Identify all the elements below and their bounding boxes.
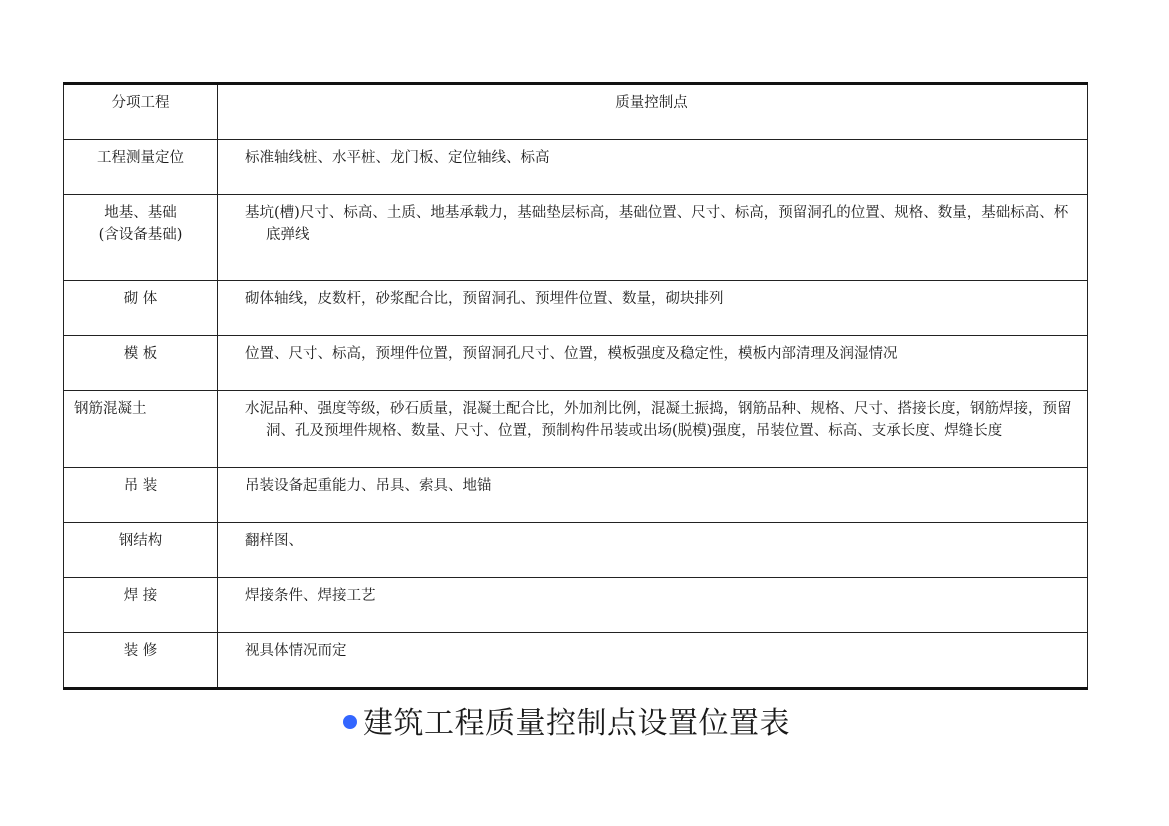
table-row (64, 336, 1088, 391)
table-row (64, 281, 1088, 336)
table-row (64, 523, 1088, 578)
row-item-cell: 工程测量定位 (64, 140, 218, 195)
bullet-icon (343, 715, 357, 729)
row-points-cell (218, 523, 1088, 578)
table-row (64, 468, 1088, 523)
row-points-cell (218, 336, 1088, 391)
row-points-cell (218, 468, 1088, 523)
table-row (64, 140, 1088, 195)
row-points-cell (218, 633, 1088, 689)
quality-control-table (63, 82, 1088, 690)
row-item-cell: 模 板 (64, 336, 218, 391)
row-points-text: 砌体轴线，皮数杆，砂浆配合比，预留洞孔、预埋件位置、数量，砌块排列 (245, 291, 724, 307)
header-points-cell: 质量控制点 (218, 84, 1088, 140)
row-item-cell: 焊 接 (64, 578, 218, 633)
row-item-cell: 吊 装 (64, 468, 218, 523)
row-points-text: 焊接条件、焊接工艺 (245, 588, 376, 604)
row-points-cell (218, 195, 1088, 281)
header-item-cell: 分项工程 (64, 84, 218, 140)
row-item-cell: 钢结构 (64, 523, 218, 578)
row-points-cell (218, 391, 1088, 468)
row-item-cell: 钢筋混凝土 (64, 391, 218, 468)
table-header-row (64, 84, 1088, 140)
caption-title: 建筑工程质量控制点设置位置表 (363, 706, 790, 741)
row-points-text: 水泥品种、强度等级，砂石质量，混凝土配合比，外加剂比例，混凝土振捣，钢筋品种、规格、尺寸、搭接长度，钢筋焊接，预留洞、孔及预埋件规格、数量、尺寸、位置，预制构件吊装或出场(脱模)强度，吊装位置、标高、支承长度、焊缝长度 (245, 401, 1072, 439)
table-row (64, 578, 1088, 633)
row-points-text: 标准轴线桩、水平桩、龙门板、定位轴线、标高 (245, 150, 550, 166)
row-item-cell: 砌 体 (64, 281, 218, 336)
row-points-cell (218, 281, 1088, 336)
row-points-cell (218, 578, 1088, 633)
document-caption (343, 700, 790, 740)
row-points-cell (218, 140, 1088, 195)
row-item-cell: 地基、基础 (含设备基础) (64, 195, 218, 281)
row-points-text: 翻样图、 (245, 533, 303, 549)
table-row (64, 391, 1088, 468)
row-item-cell: 装 修 (64, 633, 218, 689)
row-points-text: 基坑(槽)尺寸、标高、土质、地基承载力，基础垫层标高，基础位置、尺寸、标高，预留洞孔的位置、规格、数量，基础标高、杯底弹线 (245, 205, 1069, 243)
row-points-text: 位置、尺寸、标高，预埋件位置，预留洞孔尺寸、位置，模板强度及稳定性，模板内部清理及润湿情况 (245, 346, 898, 362)
table-row (64, 633, 1088, 689)
row-points-text: 吊装设备起重能力、吊具、索具、地锚 (245, 478, 492, 494)
row-points-text: 视具体情况而定 (245, 643, 347, 659)
table-row (64, 195, 1088, 281)
